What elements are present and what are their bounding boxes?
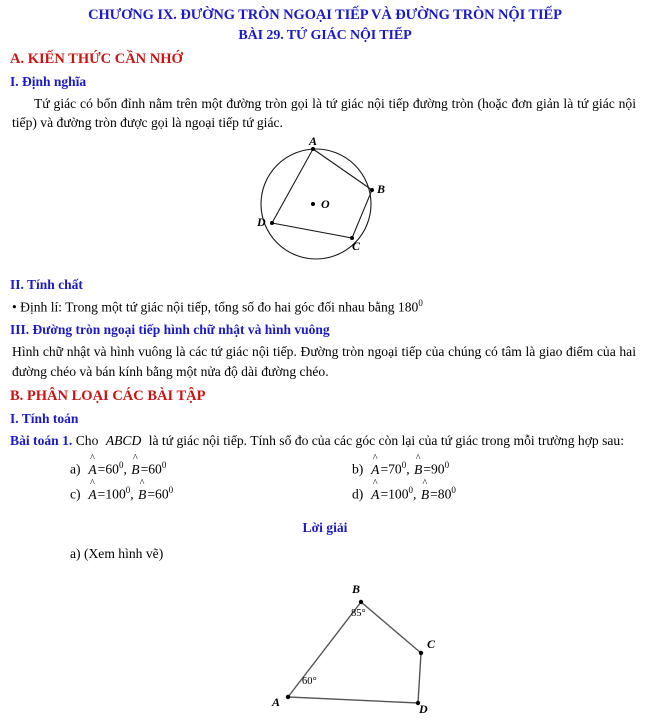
problem-1 (10, 431, 636, 450)
vertex-d-dot (270, 221, 274, 225)
page-title-lesson: BÀI 29. TỨ GIÁC NỘI TIẾP (238, 28, 412, 43)
option-b-eq2: = (423, 461, 431, 477)
option-c-angle1-var: ^ A (87, 487, 97, 503)
angle-label-b: 85° (351, 608, 366, 620)
option-a-deg1: 0 (118, 460, 124, 471)
solution-part-a: a) (Xem hình vẽ) (70, 546, 164, 562)
circle-center-label-o: O (321, 196, 330, 211)
option-c-eq1: = (97, 486, 106, 502)
problem-label: Bài toán 1. (10, 433, 73, 449)
problem-text-after: là tứ giác nội tiếp. Tính số đo của các góc còn lại của tứ giác trong mỗi trường hợp sau: (148, 433, 624, 449)
section-a-sub1-heading: I. Định nghĩa (10, 74, 87, 89)
option-c-eq2: = (147, 486, 156, 502)
option-b (352, 460, 449, 478)
option-b-eq1: = (380, 461, 389, 477)
solution-heading: Lời giải (302, 520, 348, 536)
page-title-chapter: CHƯƠNG IX. ĐƯỜNG TRÒN NGOẠI TIẾP VÀ ĐƯỜNG TRÒN NỘI TIẾP (88, 7, 562, 23)
rectangle-square-paragraph: Hình chữ nhật và hình vuông là các tứ giác nội tiếp. Đường tròn ngoại tiếp của chúng có tâm là giao điểm của hai đường chéo và bán kính bằng một nửa độ dài đường chéo. (12, 344, 636, 379)
center-o-dot (311, 202, 315, 206)
quad-vertex-c-dot (419, 651, 423, 655)
quad-vertex-label-a: A (272, 695, 281, 710)
option-a-comma: , (123, 461, 127, 477)
option-a (70, 460, 166, 478)
option-b-angle1-value: 70 (388, 461, 402, 477)
section-a-heading: A. KIẾN THỨC CẦN NHỚ (10, 51, 183, 67)
option-b-comma: , (406, 461, 410, 477)
quad-vertex-a-dot (286, 695, 290, 699)
option-a-eq1: = (97, 461, 106, 477)
section-a-sub2-heading: II. Tính chất (10, 276, 83, 292)
option-c-key: c) (70, 486, 81, 502)
section-b-heading: B. PHÂN LOẠI CÁC BÀI TẬP (10, 388, 206, 405)
option-d-comma: , (413, 486, 417, 502)
option-a-key: a) (70, 461, 81, 477)
figure-inscribed-quadrilateral (0, 133, 650, 271)
option-d-eq2: = (430, 486, 438, 502)
theorem-degree-sup: 0 (418, 297, 423, 308)
theorem-text: • Định lí: Trong một tứ giác nội tiếp, tổng số đo hai góc đối nhau bằng 180 (12, 299, 419, 315)
figure-quadrilateral-angles (0, 564, 650, 717)
option-c-deg2: 0 (168, 485, 174, 496)
definition-paragraph: Tứ giác có bốn đỉnh nằm trên một đường tròn gọi là tứ giác nội tiếp đường tròn (hoặc đơn giản là tứ giác nội tiếp) và đường tròn được gọi là ngoại tiếp tứ giác. (12, 96, 636, 131)
option-a-eq2: = (140, 461, 149, 477)
option-a-angle1-var: ^ A (87, 462, 97, 478)
quadrilateral-abcd (272, 149, 372, 238)
option-b-angle1-var: ^ A (370, 462, 380, 478)
option-a-deg2: 0 (161, 460, 167, 471)
section-b-sub1-heading: I. Tính toán (10, 411, 79, 427)
angle-label-a: 60° (302, 676, 317, 688)
quad-figure-svg (0, 564, 650, 714)
circle-vertex-label-a: A (309, 133, 318, 148)
problem-text-before: Cho (75, 433, 99, 449)
option-d-angle2-var: ^ B (420, 487, 430, 503)
option-d-angle1-value: 100 (388, 486, 409, 502)
quad-vertex-b-dot (359, 600, 363, 604)
option-c-angle2-value: 60 (155, 486, 169, 502)
option-a-angle1-value: 60 (105, 461, 119, 477)
option-b-key: b) (352, 461, 364, 477)
option-d-eq1: = (380, 486, 389, 502)
option-b-deg1: 0 (401, 460, 407, 471)
circle-vertex-label-b: B (377, 181, 386, 196)
problem-variable-abcd: ABCD (105, 433, 142, 449)
quad-vertex-label-b: B (352, 582, 361, 597)
option-c (70, 485, 173, 503)
option-a-angle2-value: 60 (148, 461, 162, 477)
option-d-deg2: 0 (451, 485, 456, 496)
vertex-b-dot (370, 188, 374, 192)
option-a-angle2-var: ^ B (130, 462, 140, 478)
option-b-angle2-var: ^ B (413, 462, 423, 478)
option-c-angle1-value: 100 (105, 486, 126, 502)
option-c-deg1: 0 (125, 485, 131, 496)
problem-options (0, 460, 650, 512)
option-d-angle2-value: 80 (437, 486, 452, 502)
option-d-angle1-var: ^ A (370, 487, 380, 503)
option-d-deg1: 0 (408, 485, 413, 496)
quad-vertex-label-d: D (419, 702, 428, 717)
option-b-angle2-value: 90 (431, 461, 445, 477)
section-a-sub3-heading: III. Đường tròn ngoại tiếp hình chữ nhật và hình vuông (10, 322, 330, 338)
option-c-angle2-var: ^ B (137, 487, 147, 503)
circle-vertex-label-c: C (352, 238, 361, 253)
option-b-deg2: 0 (444, 460, 450, 471)
circle-vertex-label-d: D (257, 214, 266, 229)
option-c-comma: , (130, 486, 134, 502)
option-d-key: d) (352, 486, 364, 502)
quad-vertex-label-c: C (427, 637, 436, 652)
option-d (352, 485, 456, 503)
theorem-bullet (12, 297, 636, 317)
